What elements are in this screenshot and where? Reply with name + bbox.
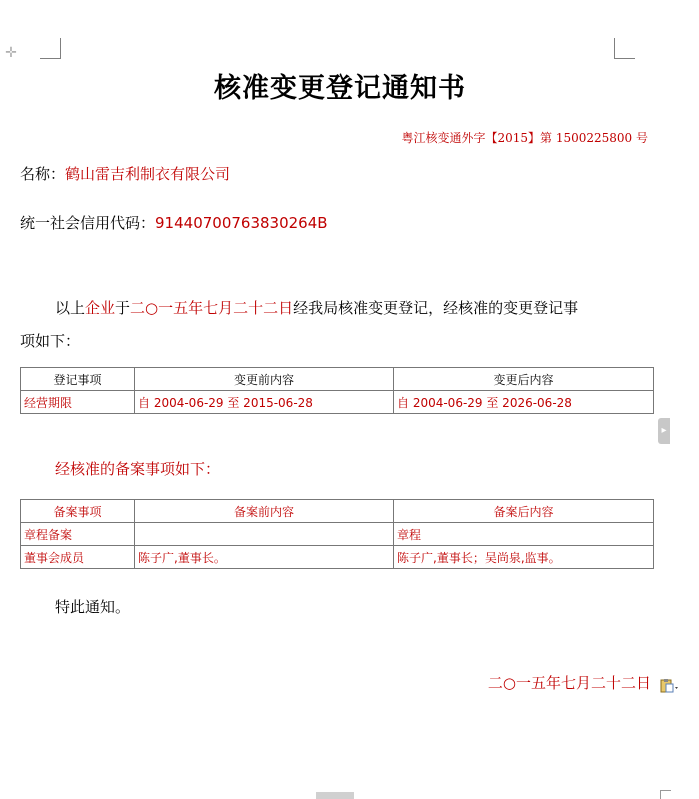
- filing-header-before: 备案前内容: [135, 500, 394, 523]
- document-title: 核准变更登记通知书: [214, 73, 466, 104]
- credit-code-value: 91440700763830264B: [155, 214, 328, 232]
- closing-text: 特此通知。: [55, 598, 131, 616]
- paste-options-icon[interactable]: [660, 678, 678, 694]
- page-corner-mark-right: [614, 38, 635, 59]
- credit-code-line: [20, 212, 328, 233]
- change-cell-after: 自 2004-06-29 至 2026-06-28: [394, 391, 654, 414]
- filing-table-header: [21, 500, 654, 523]
- table-row: [21, 391, 654, 414]
- intro-text-6: 项如下：: [20, 332, 81, 350]
- intro-text-3: 于: [115, 299, 131, 317]
- change-header-item: 登记事项: [21, 368, 135, 391]
- filing-cell-before: [135, 523, 394, 546]
- filing-table: [20, 499, 654, 569]
- intro-text-5: 经我局核准变更登记，经核准的变更登记事: [293, 299, 579, 317]
- change-cell-before: 自 2004-06-29 至 2015-06-28: [135, 391, 394, 414]
- credit-code-label: 统一社会信用代码：: [20, 214, 156, 232]
- intro-paragraph: [20, 287, 660, 330]
- company-name-value: 鹤山雷吉利制衣有限公司: [65, 165, 231, 183]
- change-table-header: [21, 368, 654, 391]
- intro-text-2: 企业: [85, 299, 116, 317]
- filing-cell-item: 董事会成员: [21, 546, 135, 569]
- filing-header-after: 备案后内容: [394, 500, 654, 523]
- intro-text-1: 以上: [55, 299, 86, 317]
- document-number: 粤江核变通外字【2015】第 1500225800 号: [401, 131, 648, 145]
- company-name-label: 名称：: [20, 165, 66, 183]
- table-row: [21, 546, 654, 569]
- crosshair-icon: ✛: [5, 45, 17, 61]
- change-header-before: 变更前内容: [135, 368, 394, 391]
- change-table: [20, 367, 654, 414]
- filing-cell-after: 章程: [394, 523, 654, 546]
- page-corner-mark-left: [40, 38, 61, 59]
- filing-cell-after: 陈子广,董事长；吴尚泉,监事。: [394, 546, 654, 569]
- intro-date: 二○一五年七月二十二日: [130, 299, 294, 317]
- change-cell-item: 经营期限: [21, 391, 135, 414]
- filing-cell-item: 章程备案: [21, 523, 135, 546]
- filing-cell-before: 陈子广,董事长。: [135, 546, 394, 569]
- company-name-line: [20, 163, 230, 184]
- filing-header-item: 备案事项: [21, 500, 135, 523]
- side-tab-icon[interactable]: ▸: [658, 418, 670, 444]
- issue-date: 二○一五年七月二十二日: [487, 674, 651, 692]
- change-header-after: 变更后内容: [394, 368, 654, 391]
- filing-heading: 经核准的备案事项如下：: [55, 460, 221, 478]
- table-row: [21, 523, 654, 546]
- page-corner-mark-bottom: [660, 790, 671, 799]
- scroll-handle[interactable]: [316, 792, 354, 799]
